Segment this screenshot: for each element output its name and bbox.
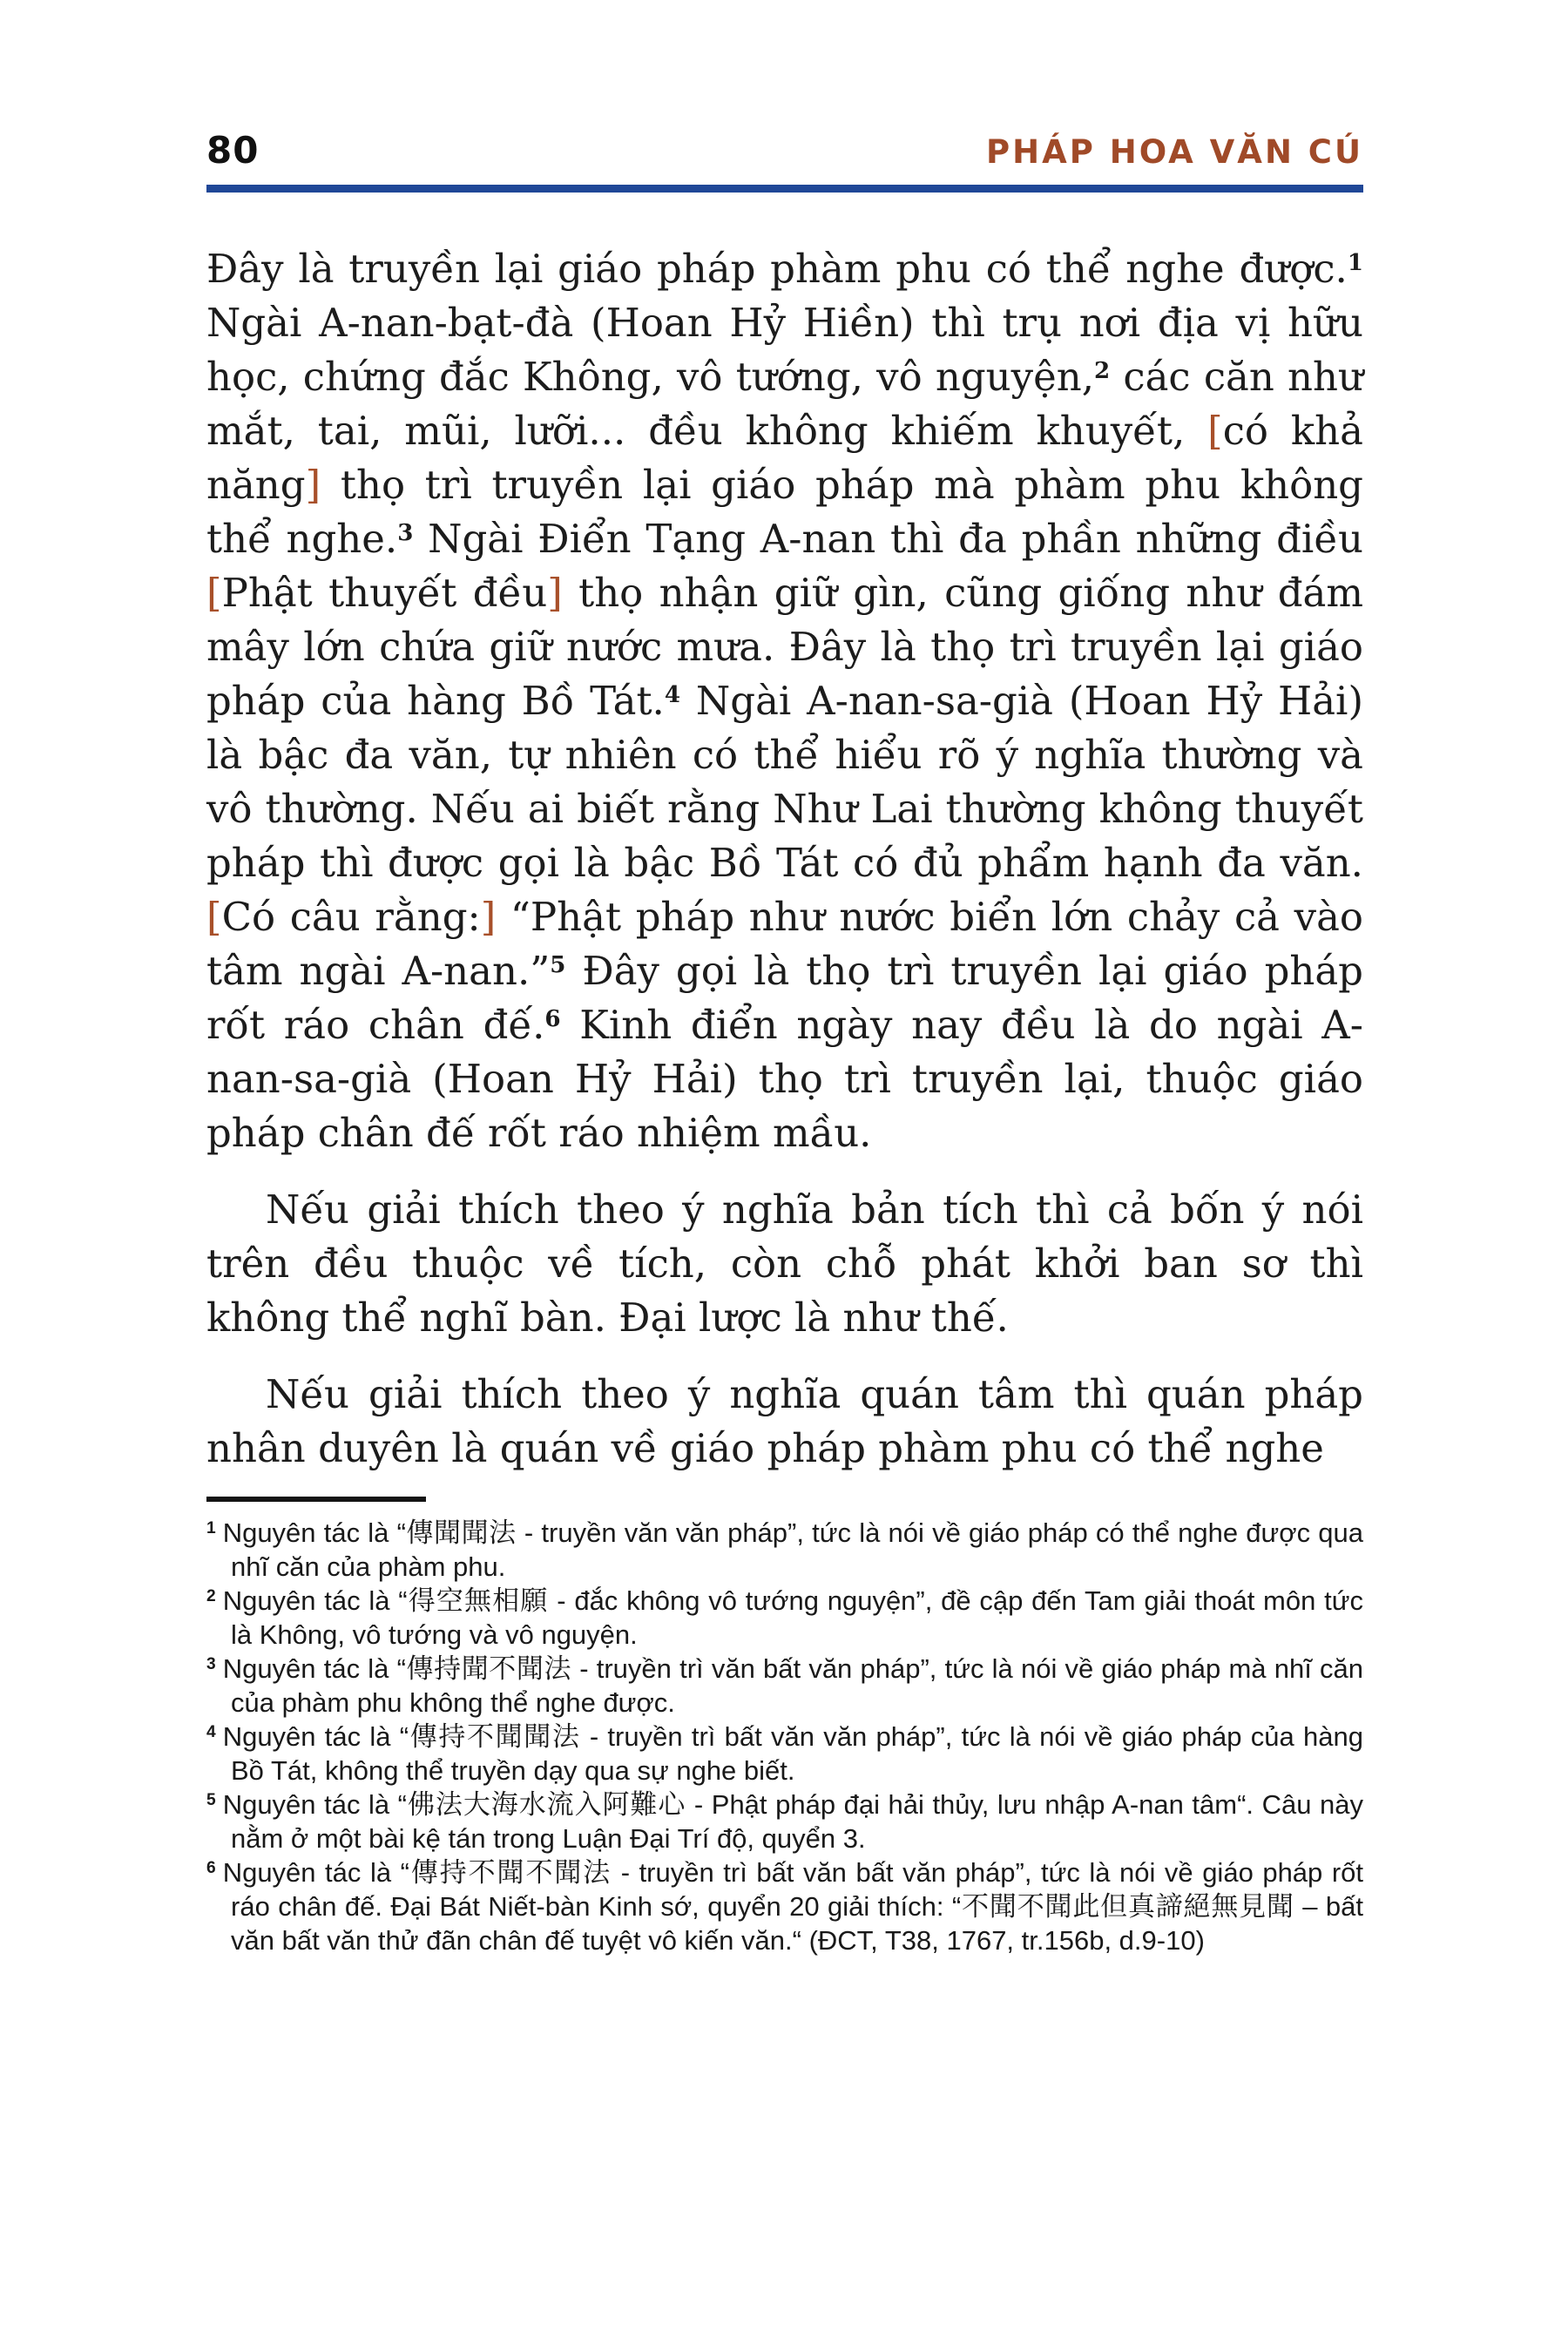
footnote-text: Nguyên tác là “佛法大海水流入阿難心 - Phật pháp đại hải thủy, lưu nhập A-nan tâm“. Câu này nằm ở một bài kệ tán trong Luận Đại Trí độ, quyển 3. [222, 1789, 1363, 1854]
editorial-bracket: [ [206, 570, 222, 616]
footnote-ref: 4 [664, 680, 681, 708]
footnote-text: Nguyên tác là “傳聞聞法 - truyền văn văn pháp”, tức là nói về giáo pháp có thể nghe được qua nhĩ căn của phàm phu. [222, 1517, 1363, 1582]
text-run: Có câu rằng: [221, 894, 481, 940]
footnote-number: 3 [206, 1655, 216, 1674]
header-rule [206, 185, 1363, 193]
text-run: Ngài A-nan-sa-già (Hoan Hỷ Hải) là bậc đa văn, tự nhiên có thể hiểu rõ ý nghĩa thường và vô thường. Nếu ai biết rằng Như Lai thường không thuyết pháp thì được gọi là bậc Bồ Tát có đủ phẩm hạnh đa văn. [206, 678, 1364, 886]
text-run: Đây gọi là thọ trì truyền lại giáo pháp rốt ráo chân đế. [206, 948, 1363, 1048]
footnote-number: 1 [206, 1519, 216, 1538]
footnote-area [206, 1497, 1363, 1957]
text-run: có khả năng [206, 408, 1363, 508]
editorial-bracket: ] [305, 462, 321, 508]
footnote-number: 5 [206, 1791, 216, 1810]
footnote-ref: 2 [1094, 356, 1111, 384]
footnote-separator [206, 1497, 426, 1502]
editorial-bracket: [ [206, 894, 222, 940]
running-head-title: PHÁP HOA VĂN CÚ [986, 133, 1363, 171]
text-run: Nếu giải thích theo ý nghĩa bản tích thì cả bốn ý nói trên đều thuộc về tích, còn chỗ phát khởi ban sơ thì không thể nghĩ bàn. Đại lược là như thế. [206, 1186, 1363, 1341]
footnote-text: Nguyên tác là “傳持不聞不聞法 - truyền trì bất văn bất văn pháp”, tức là nói về giáo pháp rốt ráo chân đế. Đại Bát Niết-bàn Kinh sớ, quyển 20 giải thích: “不聞不聞此但真諦絕無見聞 – bất văn bất văn thử đãn chân đế tuyệt vô kiến văn.“ (ĐCT, T38, 1767, tr.156b, d.9-10) [222, 1857, 1363, 1956]
footnotes [206, 1516, 1363, 1957]
footnote-number: 4 [206, 1723, 216, 1742]
text-run: Phật thuyết đều [221, 570, 548, 616]
editorial-bracket: [ [1207, 408, 1223, 454]
text-run: Nếu giải thích theo ý nghĩa quán tâm thì quán pháp nhân duyên là quán về giáo pháp phàm phu có thể nghe [206, 1371, 1363, 1471]
text-run: Ngài A-nan-bạt-đà (Hoan Hỷ Hiền) thì trụ nơi địa vị hữu học, chứng đắc Không, vô tướng, vô nguyện, [206, 300, 1363, 400]
text-run: Ngài Điển Tạng A-nan thì đa phần những điều [413, 516, 1363, 562]
paragraph [206, 242, 1363, 1160]
text-run: Đây là truyền lại giáo pháp phàm phu có thể nghe được. [206, 246, 1348, 292]
editorial-bracket: ] [480, 894, 497, 940]
text-run: thọ nhận giữ gìn, cũng giống như đám mây lớn chứa giữ nước mưa. Đây là thọ trì truyền lại giáo pháp của hàng Bồ Tát. [206, 570, 1363, 724]
text-run: “Phật pháp như nước biển lớn chảy cả vào tâm ngài A-nan.” [206, 894, 1364, 994]
footnote-number: 2 [206, 1587, 216, 1606]
footnote [206, 1720, 1363, 1788]
footnote-text: Nguyên tác là “傳持不聞聞法 - truyền trì bất văn văn pháp”, tức là nói về giáo pháp của hàng Bồ Tát, không thể truyền dạy qua sự nghe biết. [222, 1721, 1363, 1786]
footnote-ref: 6 [544, 1004, 561, 1032]
page-number: 80 [206, 129, 260, 172]
body-text [206, 242, 1363, 1476]
footnote-text: Nguyên tác là “傳持聞不聞法 - truyền trì văn bất văn pháp”, tức là nói về giáo pháp mà nhĩ căn của phàm phu không thể nghe được. [222, 1653, 1363, 1718]
footnote-number: 6 [206, 1859, 216, 1878]
footnote [206, 1788, 1363, 1855]
footnote [206, 1584, 1363, 1652]
editorial-bracket: ] [547, 570, 563, 616]
footnote-ref: 5 [550, 950, 566, 978]
footnote-ref: 3 [397, 518, 414, 546]
footnote-ref: 1 [1347, 248, 1363, 276]
footnote [206, 1855, 1363, 1957]
text-run: các căn như mắt, tai, mũi, lưỡi... đều không khiếm khuyết, [206, 354, 1363, 454]
text-run: thọ trì truyền lại giáo pháp mà phàm phu không thể nghe. [206, 462, 1363, 562]
footnote [206, 1652, 1363, 1720]
text-run: Kinh điển ngày nay đều là do ngài A-nan-sa-già (Hoan Hỷ Hải) thọ trì truyền lại, thuộc giáo pháp chân đế rốt ráo nhiệm mầu. [206, 1002, 1364, 1156]
running-head [206, 129, 1363, 172]
footnote-text: Nguyên tác là “得空無相願 - đắc không vô tướng nguyện”, đề cập đến Tam giải thoát môn tức là Không, vô tướng và vô nguyện. [222, 1585, 1363, 1650]
paragraph [206, 1368, 1363, 1476]
paragraph [206, 1183, 1363, 1345]
footnote [206, 1516, 1363, 1584]
